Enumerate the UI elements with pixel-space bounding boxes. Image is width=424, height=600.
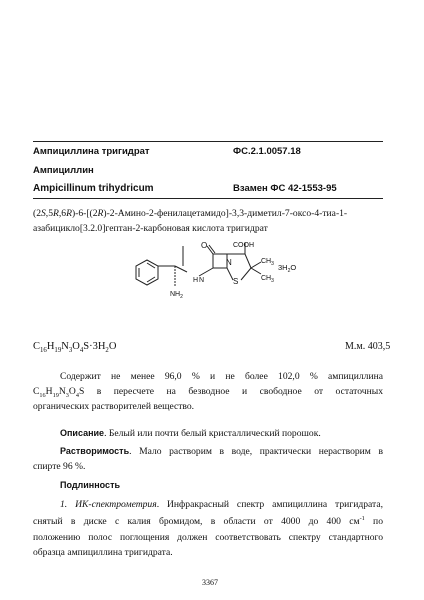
amine-label: $NH_2$ xyxy=(170,291,183,300)
water-label: $3H_2O$ xyxy=(278,263,297,274)
methyl-top-label: $CH_3$ xyxy=(261,258,274,267)
fs-code: ФС.2.1.0057.18 xyxy=(233,146,301,157)
chemical-name-line-1: (2S,5R,6R)-6-[(2R)-2-Амино-2-фенилацетамидо]-3,3-диметил-7-оксо-4-тиа-1- xyxy=(33,208,348,219)
identity-line-3: положению полос поглощения должен соответствовать спектру стандартного xyxy=(33,532,383,543)
cooh-label: COOH xyxy=(233,242,254,249)
chemical-name-line-2: азабицикло[3.2.0]гептан-2-карбоновая кислота тригидрат xyxy=(33,223,268,234)
methyl-bottom-label: $CH_3$ xyxy=(261,275,274,284)
structural-formula xyxy=(95,238,345,338)
content-line-3: органических растворителей вещество. xyxy=(33,401,195,412)
ring-nitrogen-label: N xyxy=(226,258,232,267)
identity-heading: Подлинность xyxy=(60,480,121,490)
oxygen-label: O xyxy=(201,241,208,250)
description-label: Описание xyxy=(60,428,105,438)
amide-n-label: N xyxy=(199,277,205,284)
identity-line-2: снятый в диске с калия бромидом, в области от 4000 до 400 $см^{-1}$ по xyxy=(33,514,383,527)
amide-h-label: H xyxy=(193,277,199,284)
solubility-line-2: спирте 96 %. xyxy=(33,461,86,472)
identity-line-4: образца ампициллина тригидрата. xyxy=(33,547,173,558)
substance-name-lat: Ampicillinum trihydricum xyxy=(33,183,154,194)
replaces-note: Взамен ФС 42-1553-95 xyxy=(233,183,337,194)
molecular-formula: $C_{16}H_{19}N_3O_4S\cdot 3H_2O$ xyxy=(33,341,117,355)
monograph-title-ru: Ампициллина тригидрат xyxy=(33,146,150,157)
page-number: 3367 xyxy=(202,578,218,587)
sulfur-label: S xyxy=(233,277,239,286)
solubility-label: Растворимость xyxy=(60,446,130,456)
substance-name-ru: Ампициллин xyxy=(33,165,94,176)
identity-line-1: 1. ИК-спектрометрия. Инфракрасный спектр ампициллина тригидрата, xyxy=(60,499,383,510)
molecular-mass: М.м. 403,5 xyxy=(345,341,391,352)
header-rule-bottom xyxy=(33,198,383,199)
ir-label: ИК-спектрометрия xyxy=(75,499,157,510)
header-rule-top xyxy=(33,141,383,142)
solubility-line-1: Растворимость. Мало растворим в воде, практически нерастворим в xyxy=(60,446,383,457)
content-line-1: Содержит не менее 96,0 % и не более 102,0 % ампициллина xyxy=(60,371,383,382)
content-line-2: $C_{16}H_{19}N_3O_4S$ в пересчете на безводное и свободное от остаточных xyxy=(33,386,383,399)
description-paragraph: Описание. Белый или почти белый кристаллический порошок. xyxy=(60,428,321,439)
